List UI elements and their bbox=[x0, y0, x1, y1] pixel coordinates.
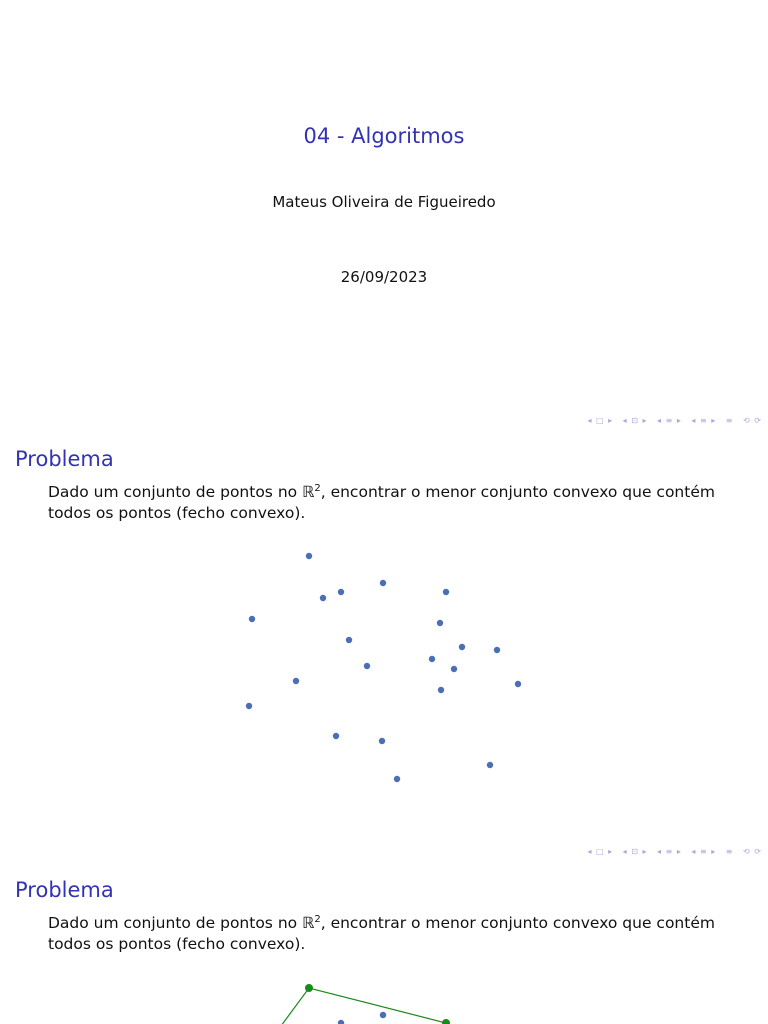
point bbox=[437, 620, 443, 626]
statement-part-2: , encontrar o menor conjunto convexo que contém todos os pontos (fecho convexo). bbox=[48, 914, 715, 954]
point bbox=[379, 738, 385, 744]
point bbox=[380, 580, 386, 586]
point bbox=[459, 644, 465, 650]
hull-vertex bbox=[305, 984, 313, 992]
point bbox=[246, 703, 252, 709]
real-numbers-symbol: ℝ bbox=[302, 483, 315, 502]
nav-frame-icon[interactable]: ◂ □ ▸ bbox=[587, 847, 614, 856]
point bbox=[338, 1020, 344, 1024]
point bbox=[306, 553, 312, 559]
point bbox=[438, 687, 444, 693]
nav-frame-icon[interactable]: ◂ □ ▸ bbox=[587, 416, 614, 425]
point bbox=[338, 589, 344, 595]
hull-vertex bbox=[442, 1019, 450, 1024]
slide-problem-points bbox=[0, 431, 768, 862]
real-numbers-symbol: ℝ bbox=[302, 914, 315, 933]
point bbox=[293, 678, 299, 684]
nav-search-icon[interactable]: ⟲ ⟳ bbox=[743, 847, 762, 856]
nav-subsection2-icon[interactable]: ◂ ≡ ▸ bbox=[691, 416, 717, 425]
point bbox=[380, 1012, 386, 1018]
nav-subsection2-icon[interactable]: ◂ ≡ ▸ bbox=[691, 847, 717, 856]
dimension-exponent: 2 bbox=[314, 914, 321, 925]
beamer-navigation-bar[interactable] bbox=[581, 847, 762, 856]
nav-section-icon[interactable]: ◂ ≡ ▸ bbox=[657, 847, 682, 856]
nav-section-icon[interactable]: ◂ ≡ ▸ bbox=[657, 416, 682, 425]
point bbox=[320, 595, 326, 601]
nav-toc-icon[interactable]: ≡ bbox=[725, 416, 734, 425]
slide-title-page bbox=[0, 0, 768, 431]
point bbox=[487, 762, 493, 768]
presentation-title: 04 - Algoritmos bbox=[303, 124, 465, 148]
statement-part-2: , encontrar o menor conjunto convexo que contém todos os pontos (fecho convexo). bbox=[48, 483, 715, 523]
point bbox=[494, 647, 500, 653]
point bbox=[429, 656, 435, 662]
dimension-exponent: 2 bbox=[314, 483, 321, 494]
point bbox=[333, 733, 339, 739]
point bbox=[394, 776, 400, 782]
point bbox=[443, 589, 449, 595]
hull-edge bbox=[278, 988, 470, 1024]
point bbox=[515, 681, 521, 687]
frame-title: Problema bbox=[15, 878, 114, 902]
beamer-navigation-bar[interactable] bbox=[581, 416, 762, 425]
nav-search-icon[interactable]: ⟲ ⟳ bbox=[743, 416, 762, 425]
slide-problem-hull bbox=[0, 862, 768, 1024]
point bbox=[346, 637, 352, 643]
statement-part-1: Dado um conjunto de pontos no bbox=[48, 914, 303, 933]
point bbox=[364, 663, 370, 669]
point bbox=[249, 616, 255, 622]
statement-part-1: Dado um conjunto de pontos no bbox=[48, 483, 303, 502]
nav-subsection-icon[interactable]: ◂ ⊡ ▸ bbox=[622, 847, 648, 856]
nav-subsection-icon[interactable]: ◂ ⊡ ▸ bbox=[622, 416, 648, 425]
convex-hull-figure bbox=[0, 862, 768, 1024]
point-set-figure bbox=[0, 431, 768, 862]
frame-title: Problema bbox=[15, 447, 114, 471]
presentation-date: 26/09/2023 bbox=[340, 268, 428, 286]
author-name: Mateus Oliveira de Figueiredo bbox=[272, 193, 496, 211]
point bbox=[451, 666, 457, 672]
nav-toc-icon[interactable]: ≡ bbox=[725, 847, 734, 856]
